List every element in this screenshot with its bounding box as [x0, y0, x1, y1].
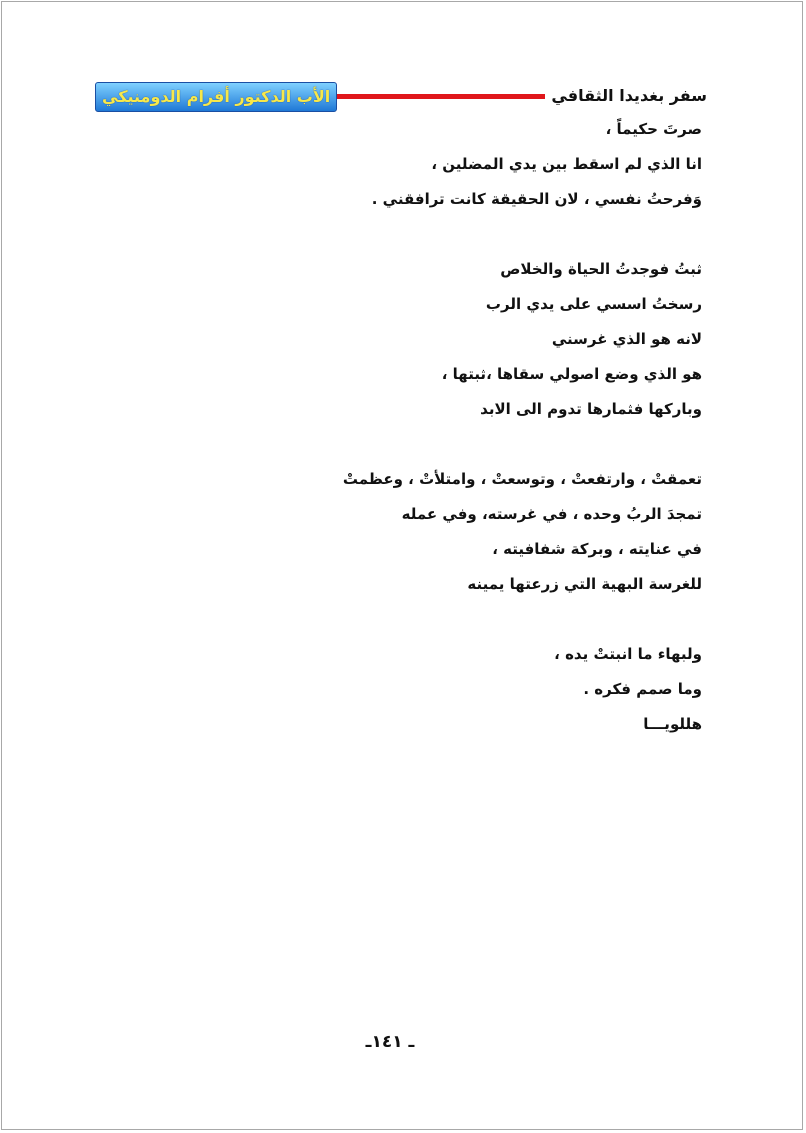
poem-line: رسختُ اسسي على يدي الرب	[485, 295, 702, 313]
page-header	[95, 82, 707, 110]
poem-line: ولبهاء ما انبتتْ يده ،	[554, 645, 702, 663]
poem-line: وما صمم فكره .	[583, 680, 702, 698]
stanza-gap	[282, 427, 702, 462]
poem-line: في عنايته ، وبركة شفافيته ،	[492, 540, 702, 558]
poem-line: صرتَ حكيماً ،	[605, 120, 702, 138]
poem-line: وباركها فثمارها تدوم الى الابد	[480, 400, 702, 418]
stanza-gap	[282, 602, 702, 637]
author-title: الأب الدكتور أفرام الدومنيكي	[95, 82, 337, 112]
poem-line: لانه هو الذي غرسني	[551, 330, 702, 348]
page-number: ـ ١٤١ـ	[365, 1032, 415, 1052]
book-title: سفر بغديدا الثقافي	[545, 82, 707, 110]
poem-line: وَفرحتُ نفسي ، لان الحقيقة كانت ترافقني .	[371, 190, 702, 208]
poem-line: انا الذي لم اسقط بين يدي المضلين ،	[431, 155, 702, 173]
poem-line: ثبتُ فوجدتُ الحياة والخلاص	[500, 260, 702, 278]
poem-line: هو الذي وضع اصولي سقاها ،ثبتها ،	[441, 365, 702, 383]
stanza-gap	[282, 217, 702, 252]
poem-line: هللويـــا	[643, 715, 702, 733]
poem-line: للغرسة البهية التي زرعتها يمينه	[467, 575, 702, 593]
poem-line: تمجدَ الربُ وحده ، في غرسته، وفي عمله	[401, 505, 702, 523]
poem-body	[282, 112, 702, 742]
poem-line: تعمقتْ ، وارتفعتْ ، وتوسعتْ ، وامتلأتْ ، وعظمتْ	[342, 470, 702, 488]
